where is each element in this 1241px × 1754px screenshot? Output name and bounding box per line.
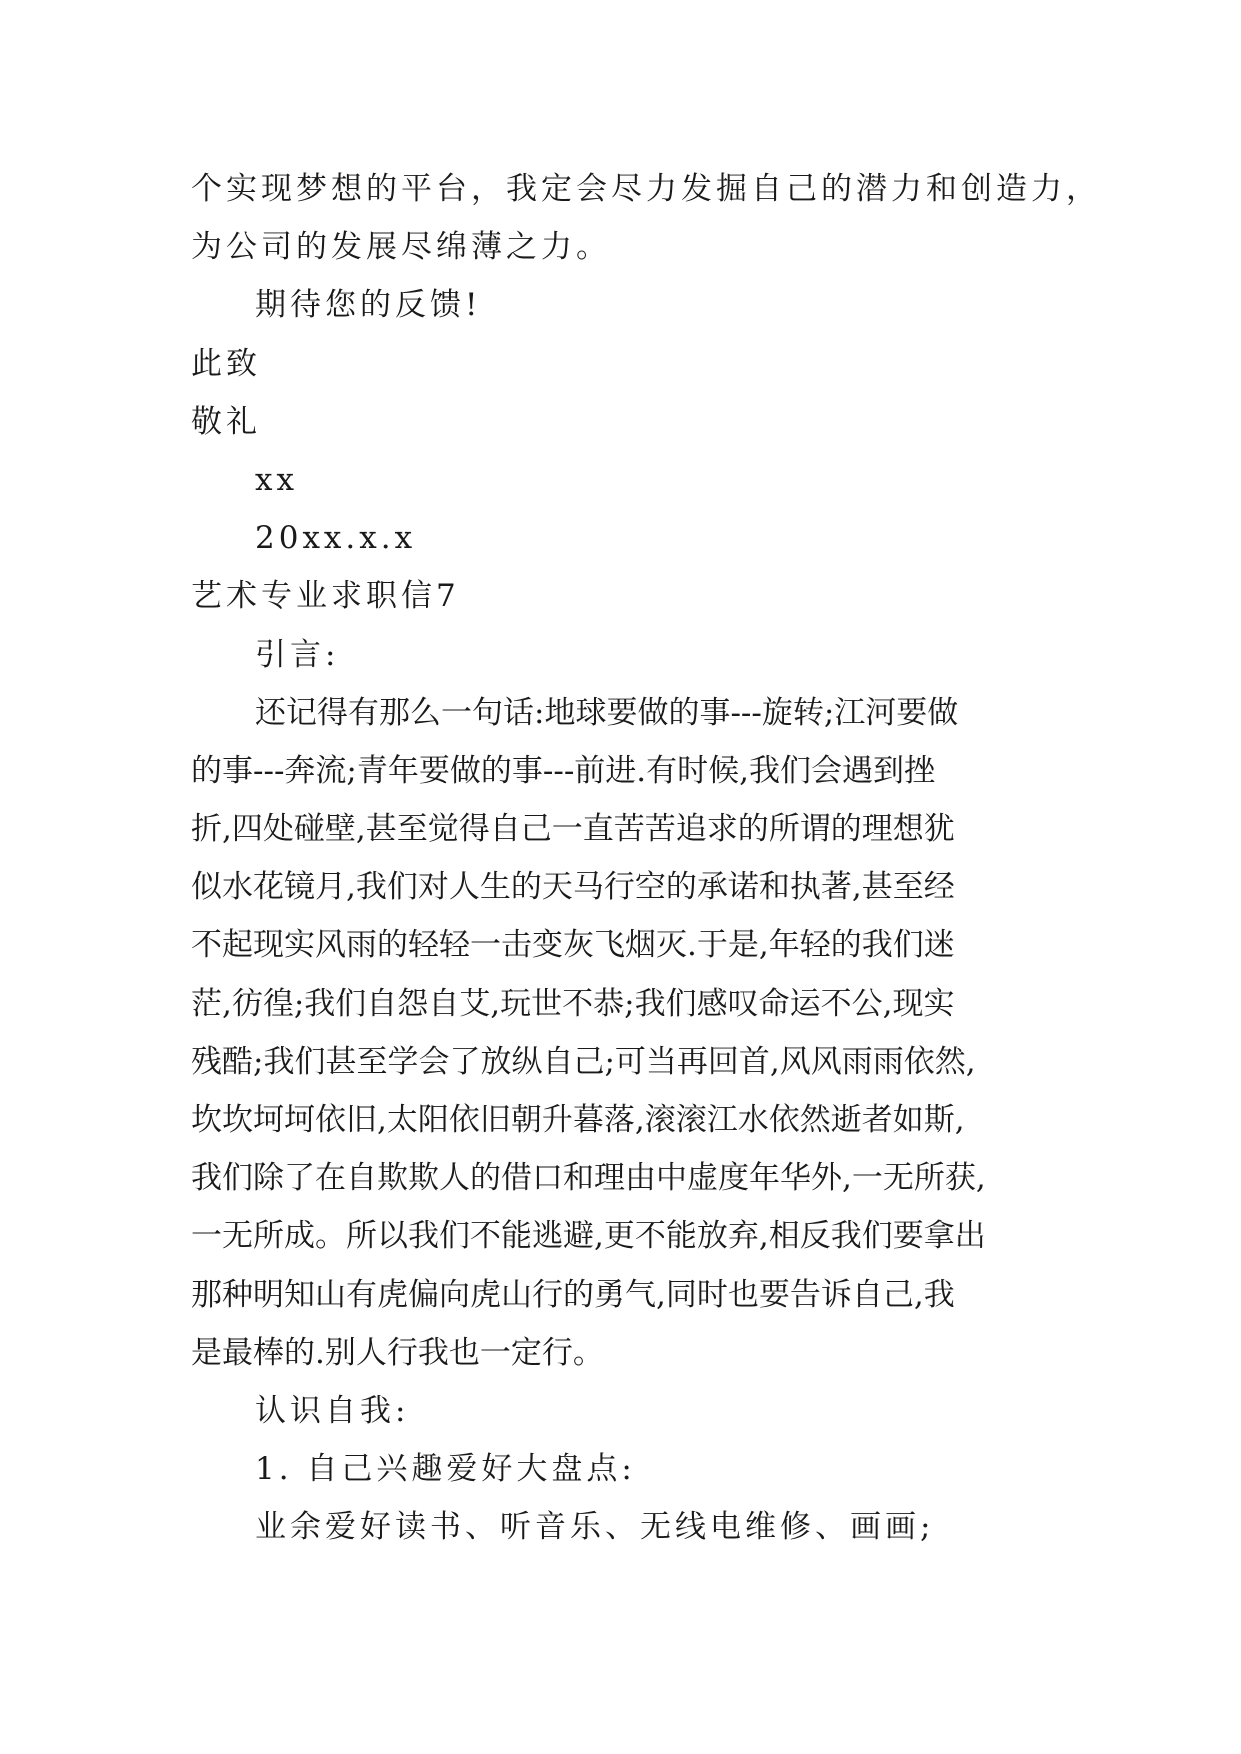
text-line: 是最棒的.别人行我也一定行。 [191, 1334, 604, 1371]
section-title: 艺术专业求职信7 [191, 578, 460, 615]
text-line: 我们除了在自欺欺人的借口和理由中虚度年华外,一无所获, [191, 1160, 986, 1197]
salutation-line: 敬礼 [191, 403, 261, 440]
salutation-line: 此致 [191, 345, 261, 382]
letter-body [191, 160, 1101, 1557]
text-line: 那种明知山有虎偏向虎山行的勇气,同时也要告诉自己,我 [191, 1276, 955, 1313]
signature-date: 20xx.x.x [255, 520, 417, 557]
text-line: 折,四处碰壁,甚至觉得自己一直苦苦追求的所谓的理想犹 [191, 811, 955, 848]
text-line: 不起现实风雨的轻轻一击变灰飞烟灭.于是,年轻的我们迷 [191, 927, 955, 964]
subheading: 认识自我: [255, 1392, 410, 1429]
text-line: 还记得有那么一句话:地球要做的事---旋转;江河要做 [255, 694, 959, 731]
text-line: 茫,彷徨;我们自怨自艾,玩世不恭;我们感叹命运不公,现实 [191, 985, 955, 1022]
text-line: 业余爱好读书、听音乐、无线电维修、画画; [255, 1509, 935, 1546]
text-line: 坎坎坷坷依旧,太阳依旧朝升暮落,滚滚江水依然逝者如斯, [191, 1102, 965, 1138]
text-line: 个实现梦想的平台，我定会尽力发掘自己的潜力和创造力， [191, 171, 1101, 207]
text-line: 一无所成。所以我们不能逃避,更不能放弃,相反我们要拿出 [191, 1218, 986, 1255]
subheading: 引言: [255, 636, 340, 673]
text-line: 残酷;我们甚至学会了放纵自己;可当再回首,风风雨雨依然, [191, 1043, 976, 1080]
text-line: 为公司的发展尽绵薄之力。 [191, 229, 611, 266]
text-line: 的事---奔流;青年要做的事---前进.有时候,我们会遇到挫 [191, 752, 935, 789]
text-line: 似水花镜月,我们对人生的天马行空的承诺和执著,甚至经 [191, 869, 955, 906]
list-item: 1. 自己兴趣爱好大盘点: [255, 1451, 636, 1488]
closing-remark: 期待您的反馈! [255, 287, 482, 324]
signature-name: xx [255, 461, 298, 498]
